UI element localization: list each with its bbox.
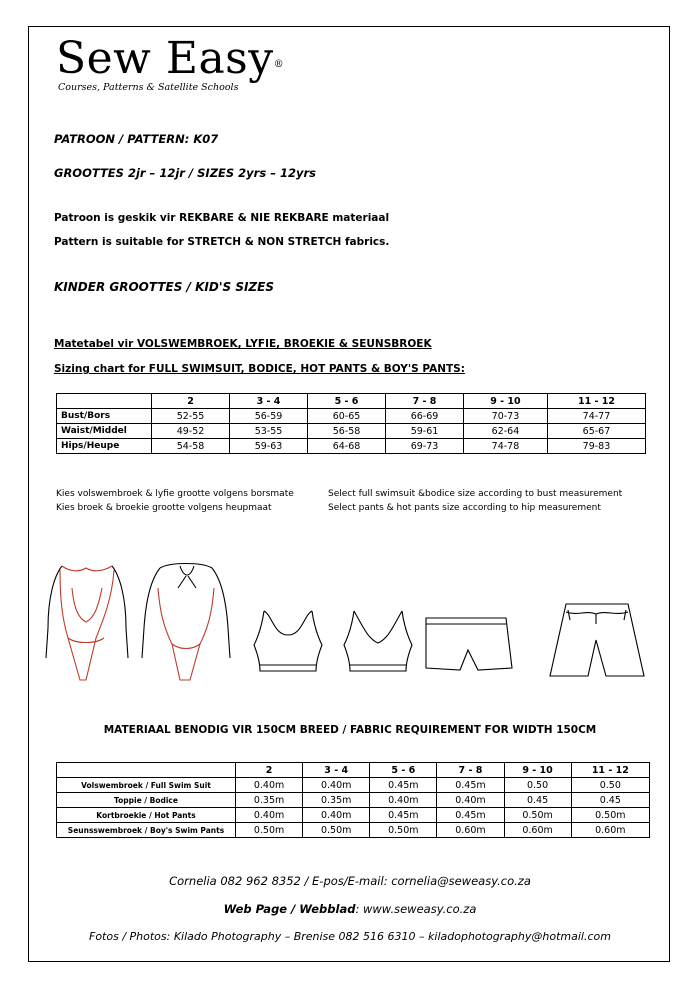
registered-mark: ® xyxy=(273,59,285,70)
table-cell: 0.60m xyxy=(437,823,504,838)
hot-pants-icon xyxy=(420,610,520,680)
table-cell: 65-67 xyxy=(547,424,645,439)
material-col-header: 11 - 12 xyxy=(571,763,649,778)
table-cell: 0.40m xyxy=(236,808,303,823)
bodice-illustrations xyxy=(250,605,420,685)
chart-heading-english: Sizing chart for FULL SWIMSUIT, BODICE, HOT PANTS & BOY'S PANTS: xyxy=(54,363,465,375)
suitability-afrikaans: Patroon is geskik vir REKBARE & NIE REKBARE materiaal xyxy=(54,212,390,224)
size-range: GROOTTES 2jr – 12jr / SIZES 2yrs – 12yrs xyxy=(54,166,316,180)
table-row xyxy=(57,778,650,793)
row-label: Waist/Middel xyxy=(57,424,152,439)
table-cell: 74-78 xyxy=(464,439,548,454)
size-col-header: 3 - 4 xyxy=(230,394,308,409)
table-cell: 0.50m xyxy=(303,823,370,838)
pattern-number: PATROON / PATTERN: K07 xyxy=(54,132,219,146)
note-line: Kies broek & broekie grootte volgens heupmaat xyxy=(56,503,272,513)
size-col-header: 9 - 10 xyxy=(464,394,548,409)
table-cell: 0.45 xyxy=(504,793,571,808)
material-col-header: 7 - 8 xyxy=(437,763,504,778)
note-line: Select pants & hot pants size according to hip measurement xyxy=(328,503,601,513)
table-cell: 59-63 xyxy=(230,439,308,454)
size-col-header: 5 - 6 xyxy=(308,394,386,409)
material-col-header: 3 - 4 xyxy=(303,763,370,778)
footer-contact: Cornelia 082 962 8352 / E-pos/E-mail: cornelia@seweasy.co.za xyxy=(169,874,531,888)
brand-logo xyxy=(56,34,284,93)
size-col-header: 7 - 8 xyxy=(386,394,464,409)
table-cell: 0.40m xyxy=(437,793,504,808)
table-cell: 56-59 xyxy=(230,409,308,424)
brand-title: Sew Easy® xyxy=(56,33,285,84)
row-label: Kortbroekie / Hot Pants xyxy=(57,808,236,823)
material-table xyxy=(56,762,650,838)
table-cell: 79-83 xyxy=(547,439,645,454)
notes-english xyxy=(328,487,622,515)
material-col-header: 5 - 6 xyxy=(370,763,437,778)
table-cell: 64-68 xyxy=(308,439,386,454)
kids-sizes-heading: KINDER GROOTTES / KID'S SIZES xyxy=(54,280,274,294)
table-cell: 49-52 xyxy=(152,424,230,439)
table-row xyxy=(57,439,646,454)
table-cell: 0.50m xyxy=(571,808,649,823)
notes-afrikaans xyxy=(56,487,294,515)
table-cell: 0.35m xyxy=(236,793,303,808)
material-col-header: 9 - 10 xyxy=(504,763,571,778)
table-row xyxy=(57,424,646,439)
web-label: Web Page / Webblad xyxy=(223,902,356,916)
table-cell: 0.45m xyxy=(437,778,504,793)
footer-web xyxy=(0,902,700,916)
web-url[interactable]: : www.seweasy.co.za xyxy=(355,902,477,916)
table-cell: 0.50 xyxy=(504,778,571,793)
table-row xyxy=(57,793,650,808)
size-table-corner xyxy=(57,394,152,409)
swimsuit-front-icon xyxy=(46,566,128,680)
table-cell: 0.40m xyxy=(370,793,437,808)
table-cell: 0.50 xyxy=(571,778,649,793)
size-table xyxy=(56,393,646,454)
table-cell: 0.35m xyxy=(303,793,370,808)
note-line: Select full swimsuit &bodice size according to bust measurement xyxy=(328,489,623,499)
table-cell: 0.40m xyxy=(303,808,370,823)
table-cell: 0.45m xyxy=(370,808,437,823)
table-row xyxy=(57,823,650,838)
size-col-header: 2 xyxy=(152,394,230,409)
row-label: Volswembroek / Full Swim Suit xyxy=(57,778,236,793)
table-cell: 56-58 xyxy=(308,424,386,439)
table-cell: 0.50m xyxy=(370,823,437,838)
table-cell: 62-64 xyxy=(464,424,548,439)
size-table-header-row xyxy=(57,394,646,409)
material-table-header-row xyxy=(57,763,650,778)
table-cell: 74-77 xyxy=(547,409,645,424)
bodice-back-icon xyxy=(344,611,412,671)
table-cell: 70-73 xyxy=(464,409,548,424)
table-cell: 0.45m xyxy=(370,778,437,793)
size-col-header: 11 - 12 xyxy=(547,394,645,409)
boys-pants-icon xyxy=(548,600,648,680)
swimsuit-illustrations xyxy=(40,558,240,688)
swimsuit-back-icon xyxy=(142,564,230,681)
table-cell: 0.50m xyxy=(236,823,303,838)
row-label: Seunsswembroek / Boy's Swim Pants xyxy=(57,823,236,838)
material-table-corner xyxy=(57,763,236,778)
table-cell: 54-58 xyxy=(152,439,230,454)
row-label: Bust/Bors xyxy=(57,409,152,424)
table-cell: 52-55 xyxy=(152,409,230,424)
brand-subtitle: Courses, Patterns & Satellite Schools xyxy=(58,82,239,93)
table-cell: 0.60m xyxy=(504,823,571,838)
row-label: Hips/Heupe xyxy=(57,439,152,454)
table-row xyxy=(57,409,646,424)
table-cell: 0.45 xyxy=(571,793,649,808)
table-cell: 0.50m xyxy=(504,808,571,823)
table-cell: 0.40m xyxy=(236,778,303,793)
material-col-header: 2 xyxy=(236,763,303,778)
bodice-front-icon xyxy=(254,611,322,671)
table-cell: 66-69 xyxy=(386,409,464,424)
table-cell: 0.60m xyxy=(571,823,649,838)
table-cell: 0.45m xyxy=(437,808,504,823)
footer-photos: Fotos / Photos: Kilado Photography – Brenise 082 516 6310 – kiladophotography@hotmail.com xyxy=(89,930,611,943)
chart-heading-afrikaans: Matetabel vir VOLSWEMBROEK, LYFIE, BROEKIE & SEUNSBROEK xyxy=(54,338,432,350)
material-heading: MATERIAAL BENODIG VIR 150CM BREED / FABRIC REQUIREMENT FOR WIDTH 150CM xyxy=(103,724,597,736)
row-label: Toppie / Bodice xyxy=(57,793,236,808)
table-cell: 53-55 xyxy=(230,424,308,439)
table-row xyxy=(57,808,650,823)
table-cell: 0.40m xyxy=(303,778,370,793)
note-line: Kies volswembroek & lyfie grootte volgens borsmate xyxy=(56,489,294,499)
table-cell: 69-73 xyxy=(386,439,464,454)
suitability-english: Pattern is suitable for STRETCH & NON STRETCH fabrics. xyxy=(54,236,390,248)
table-cell: 59-61 xyxy=(386,424,464,439)
table-cell: 60-65 xyxy=(308,409,386,424)
